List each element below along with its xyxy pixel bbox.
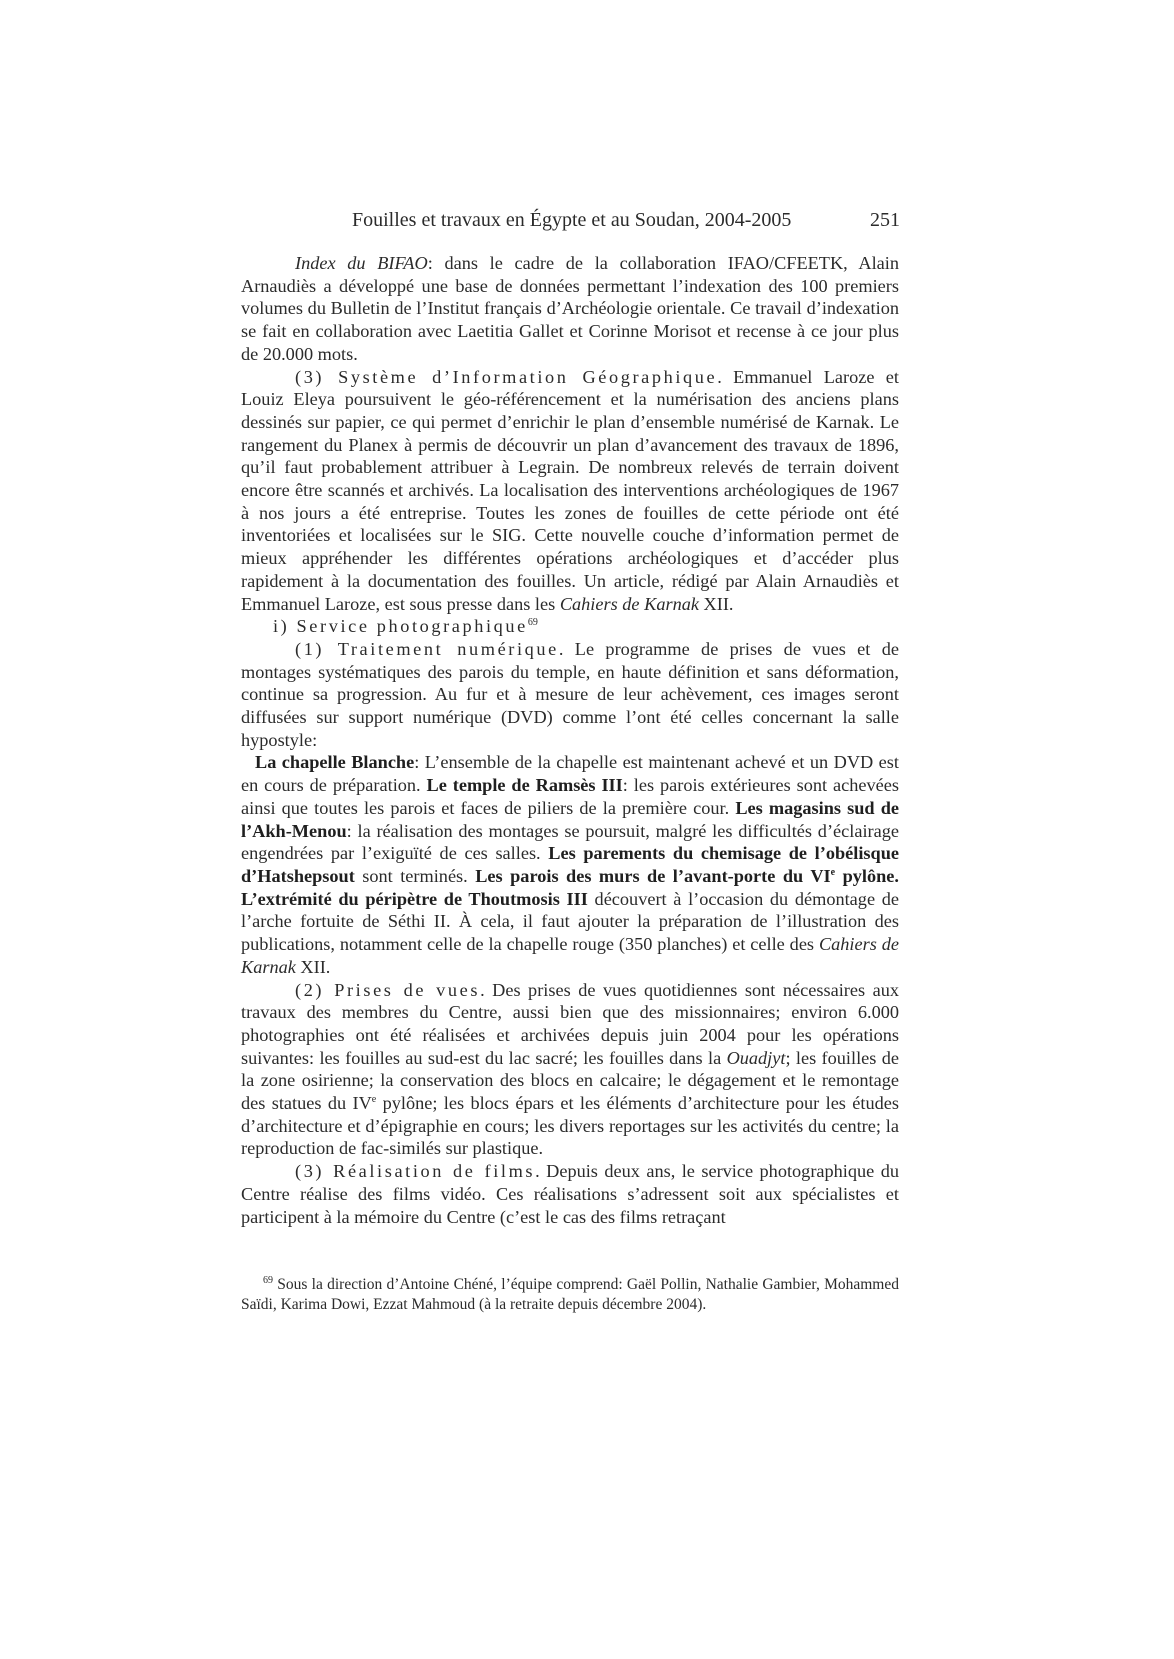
index-bifao-label: Index du BIFAO: [295, 253, 428, 273]
footnote-ref: 69: [527, 617, 538, 629]
paragraph-sig: (3) Système d’Information Géographique. Emmanuel Laroze et Louiz Eleya poursuivent le géo-référencement et la numérisation des anciens plans dessinés sur papier, ce qui permet d’enrichir le plan d’ensemble numérisé de Karnak. Le rangement du Planex à permis de découvrir un plan d’avancement des travaux de 1896, qu’il faut probablement attribuer à Legrain. De nombreux relevés de terrain doivent encore être scannés et archivés. La localisation des interventions archéologiques de 1967 à nos jours a été entreprise. Toutes les zones de fouilles de cette période ont été inventoriées et localisées sur le SIG. Cette nouvelle couche d’information permet de mieux appréhender les différentes opérations archéologiques et d’accéder plus rapidement à la documentation des fouilles. Un article, rédigé par Alain Arnaudiès et Emmanuel Laroze, est sous presse dans les Cahiers de Karnak XII.: [241, 366, 899, 614]
paragraph-prises: (2) Prises de vues. Des prises de vues quotidiennes sont nécessaires aux travaux des membres du Centre, aussi bien que des missionnaires; environ 6.000 photographies ont été réalisées et archivées depuis juin 2004 pour les opérations suivantes: les fouilles au sud-est du lac sacré; les fouilles dans la Ouadjyt; les fouilles de la zone osirienne; la conservation des blocs en calcaire; le dégagement et le remontage des statues du IVe pylône; les blocs épars et les éléments d’architecture pour les études d’architecture et d’épigraphie en cours; les divers reportages sur les activités du centre; la reproduction de fac-similés sur plastique.: [241, 979, 899, 1159]
films-heading: (3) Réalisation de films: [295, 1161, 536, 1182]
footnote: [241, 1275, 899, 1315]
paragraph-chapelle: La chapelle Blanche: L’ensemble de la chapelle est maintenant achevé et un DVD est en cours de préparation. Le temple de Ramsès III: les parois extérieures sont achevées ainsi que toutes les parois et faces de piliers de la première cour. Les magasins sud de l’Akh-Menou: la réalisation des montages se poursuit, malgré les difficultés d’éclairage engendrées par l’exiguïté de ces salles. Les parements du chemisage de l’obélisque d’Hatshepsout sont terminés. Les parois des murs de l’avant-porte du VIe pylône. L’extrémité du péripètre de Thoutmosis III découvert à l’occasion du démontage de l’arche fortuite de Séthi II. À cela, il faut ajouter la préparation de l’illustration des publications, notamment celle de la chapelle rouge (350 planches) et celle des Cahiers de Karnak XII.: [241, 752, 899, 977]
footnote-number: 69: [263, 1274, 273, 1286]
paragraph-index-bifao: Index du BIFAO: dans le cadre de la collaboration IFAO/CFEETK, Alain Arnaudiès a développé une base de données permettant l’indexation des 100 premiers volumes du Bulletin de l’Institut français d’Archéologie orientale. Ce travail d’indexation se fait en collaboration avec Laetitia Gallet et Corinne Morisot et recense à ce jour plus de 20.000 mots.: [241, 253, 900, 364]
section-heading-photo: i) Service photographique$^{69}$: [273, 616, 538, 637]
paragraph-films: (3) Réalisation de films. Depuis deux ans, le service photographique du Centre réalise des films vidéo. Ces réalisations s’adressent soit aux spécialistes et participent à la mémoire du Centre (c’est le cas des films retraçant: [241, 1161, 900, 1227]
footnote-69: $^{69}$ Sous la direction d’Antoine Chéné, l’équipe comprend: Gaël Pollin, Nathalie Gambier, Mohammed Saïdi, Karima Dowi, Ezzat Mahmoud (à la retraite depuis décembre 2004).: [241, 1274, 899, 1313]
prises-heading: (2) Prises de vues: [295, 979, 481, 1000]
journal-title: Cahiers de Karnak: [241, 934, 899, 977]
page-number: 251: [870, 209, 900, 231]
traitement-heading: (1) Traitement numérique: [295, 638, 559, 659]
running-title: Fouilles et travaux en Égypte et au Soudan, 2004-2005: [352, 209, 792, 231]
paragraph-traitement: (1) Traitement numérique. Le programme de prises de vues et de montages systématiques des parois du temple, en haute définition et sans déformation, continue sa progression. Au fur et à mesure de leur achèvement, ces images seront diffusées sur support numérique (DVD) comme l’ont été celles concernant la salle hypostyle:: [241, 638, 899, 750]
running-header: [352, 203, 900, 237]
sig-heading: (3) Système d’Information Géographique: [295, 366, 718, 387]
journal-title: Cahiers de Karnak: [559, 593, 699, 614]
body-text: [241, 252, 899, 1228]
